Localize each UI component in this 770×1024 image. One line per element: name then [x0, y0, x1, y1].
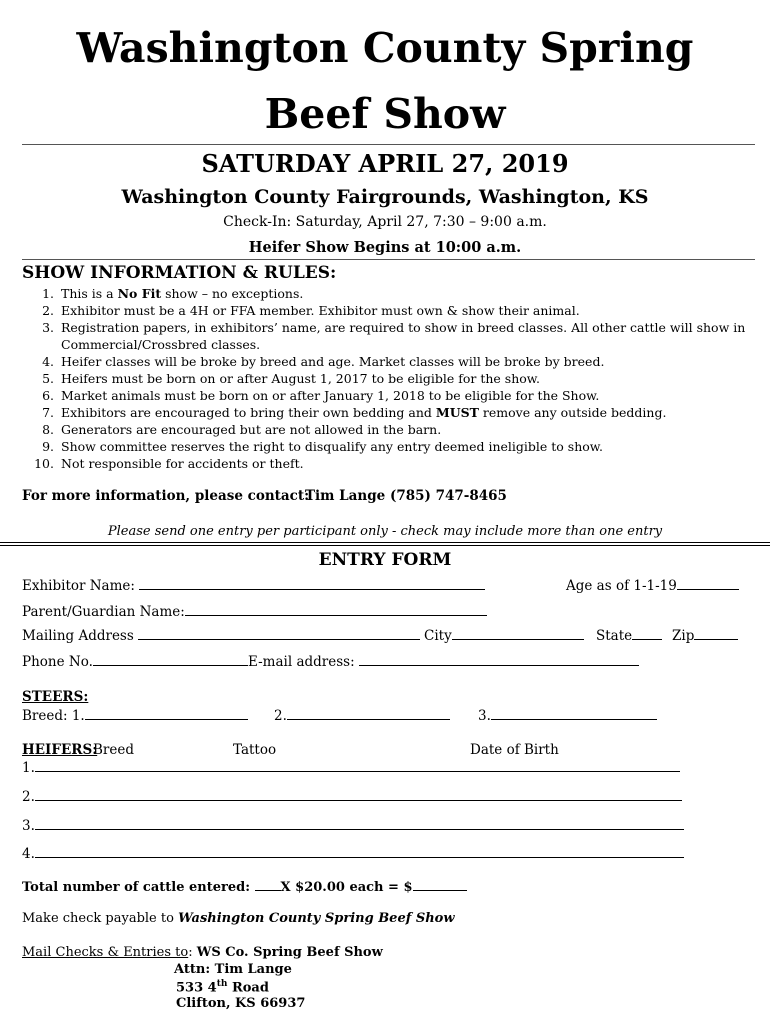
rule-text — [61, 285, 762, 302]
city-blank[interactable] — [452, 627, 584, 640]
steer-breed-2-field — [274, 707, 450, 724]
rule-text — [61, 370, 762, 387]
rule-number: 6. — [42, 388, 54, 403]
rule-item — [22, 438, 762, 455]
steer-breed-field — [22, 707, 248, 724]
rule-number: 10. — [34, 456, 54, 471]
mailing-address-field — [22, 627, 420, 644]
rule-item — [22, 319, 762, 353]
payable-label: Make check payable to — [22, 911, 179, 926]
exhibitor-name-blank[interactable] — [139, 577, 485, 590]
heifer-row-2 — [22, 788, 682, 805]
rule-item — [22, 370, 762, 387]
rule-item — [22, 404, 762, 421]
steer-breed-label: Breed: — [22, 708, 68, 724]
phone-label: Phone No. — [22, 654, 93, 670]
entry-form-heading: ENTRY FORM — [318, 550, 452, 570]
payable-name: Washington County Spring Beef Show — [178, 911, 455, 926]
rule-item — [22, 421, 762, 438]
steers-heading: STEERS: — [22, 689, 89, 705]
rule-number: 4. — [42, 354, 54, 369]
total-cattle-label: Total number of cattle entered: — [22, 880, 255, 895]
total-cattle-fee: X $20.00 each = $ — [280, 880, 413, 895]
mail-address-ordinal: th — [216, 979, 228, 989]
rule-text-end: remove any outside bedding. — [478, 405, 667, 420]
show-date: SATURDAY APRIL 27, 2019 — [201, 149, 569, 178]
exhibitor-name-label: Exhibitor Name: — [22, 578, 135, 594]
rule-text — [61, 404, 762, 421]
header-divider-bottom — [22, 259, 755, 260]
rule-text-emphasis: MUST — [435, 405, 479, 420]
total-cattle-count-blank[interactable] — [255, 878, 281, 891]
city-field — [424, 627, 584, 644]
rule-number: 9. — [42, 439, 54, 454]
heifer-row-3 — [22, 817, 684, 834]
rule-text — [61, 319, 762, 353]
page-title-line-1: Washington County Spring — [76, 24, 694, 72]
steer-breed-slot-3-label: 3. — [478, 708, 491, 724]
divider-line-2 — [0, 545, 770, 546]
rule-item — [22, 353, 762, 370]
mail-address-road: Road — [227, 980, 269, 996]
payable-line — [22, 911, 455, 926]
rules-heading: SHOW INFORMATION & RULES: — [22, 263, 337, 283]
heifer-row-2-blank[interactable] — [35, 788, 682, 801]
mailing-address-blank[interactable] — [138, 627, 420, 640]
rule-text-end: show – no exceptions. — [161, 286, 304, 301]
phone-field — [22, 653, 248, 670]
steer-breed-2-blank[interactable] — [287, 707, 450, 720]
rule-text — [61, 438, 762, 455]
email-blank[interactable] — [359, 653, 639, 666]
rule-item — [22, 455, 762, 472]
rule-text-main: Market animals must be born on or after January 1, 2018 to be eligible for the Show. — [61, 388, 600, 403]
contact-value: Tim Lange (785) 747-8465 — [305, 488, 507, 504]
exhibitor-name-field — [22, 577, 485, 594]
parent-guardian-field — [22, 603, 487, 620]
rule-text-main: Registration papers, in exhibitors’ name, are required to show in breed classes. All other cattle will show in Commercial/Crossbred classes. — [61, 320, 746, 352]
rule-text — [61, 353, 762, 370]
mail-address-line-2: Attn: Tim Lange — [174, 962, 292, 977]
age-field — [566, 577, 739, 594]
page-title-line-2: Beef Show — [264, 90, 506, 138]
rule-item — [22, 387, 762, 404]
rule-text — [61, 387, 762, 404]
rule-text-main: Show committee reserves the right to disqualify any entry deemed ineligible to show. — [61, 439, 603, 454]
divider-line-1 — [0, 542, 770, 543]
age-blank[interactable] — [677, 577, 739, 590]
state-label: State — [596, 628, 633, 644]
mailing-address-label: Mailing Address — [22, 628, 134, 644]
state-field — [596, 627, 662, 644]
zip-field — [672, 627, 738, 644]
city-label: City — [424, 628, 452, 644]
steer-breed-3-field — [478, 707, 657, 724]
heifer-row-1 — [22, 759, 680, 776]
rule-text — [61, 302, 762, 319]
rule-number: 3. — [42, 320, 54, 335]
mail-to-label: Mail Checks & Entries to — [22, 945, 189, 960]
total-cattle-field — [22, 878, 467, 895]
heifer-row-2-label: 2. — [22, 789, 35, 805]
rule-text-main: This is a — [61, 286, 118, 301]
mail-address-road-number: 533 4 — [176, 980, 217, 996]
rule-number: 1. — [42, 286, 54, 301]
rule-text-main: Exhibitors are encouraged to bring their own bedding and — [61, 405, 436, 420]
show-location: Washington County Fairgrounds, Washington, KS — [121, 186, 649, 208]
rule-item — [22, 285, 762, 302]
email-field — [248, 653, 639, 670]
rule-text-main: Not responsible for accidents or theft. — [61, 456, 304, 471]
heifers-heading: HEIFERS: — [22, 742, 98, 758]
zip-blank[interactable] — [694, 627, 738, 640]
parent-guardian-blank[interactable] — [185, 603, 487, 616]
rule-text-main: Heifers must be born on or after August 1, 2017 to be eligible for the show. — [61, 371, 540, 386]
mail-to-line — [22, 945, 383, 960]
parent-guardian-label: Parent/Guardian Name: — [22, 604, 185, 620]
rule-text-main: Exhibitor must be a 4H or FFA member. Exhibitor must own & show their animal. — [61, 303, 580, 318]
rule-text — [61, 455, 762, 472]
rule-text-main: Generators are encouraged but are not allowed in the barn. — [61, 422, 442, 437]
heifer-show-time: Heifer Show Begins at 10:00 a.m. — [248, 239, 522, 256]
mail-address-line-1: WS Co. Spring Beef Show — [196, 945, 383, 960]
heifer-row-4 — [22, 845, 684, 862]
state-blank[interactable] — [632, 627, 662, 640]
rule-number: 7. — [42, 405, 54, 420]
heifer-row-4-label: 4. — [22, 846, 35, 862]
steer-breed-3-blank[interactable] — [491, 707, 657, 720]
heifer-row-3-label: 3. — [22, 818, 35, 834]
rule-number: 8. — [42, 422, 54, 437]
heifer-col-dob: Date of Birth — [470, 742, 559, 758]
rule-number: 2. — [42, 303, 54, 318]
steer-breed-slot-2-label: 2. — [274, 708, 287, 724]
rule-number: 5. — [42, 371, 54, 386]
heifer-row-3-blank[interactable] — [35, 817, 684, 830]
rule-text-main: Heifer classes will be broke by breed and age. Market classes will be broke by breed. — [61, 354, 605, 369]
mail-to-colon: : — [188, 945, 193, 960]
phone-blank[interactable] — [93, 653, 248, 666]
heifer-col-breed: Breed — [93, 742, 134, 758]
heifer-row-1-blank[interactable] — [35, 759, 680, 772]
mail-address-line-4: Clifton, KS 66937 — [176, 996, 306, 1011]
entry-note: Please send one entry per participant only - check may include more than one entry — [107, 524, 663, 539]
checkin-time: Check-In: Saturday, April 27, 7:30 – 9:00 a.m. — [223, 214, 547, 230]
mail-address-line-3 — [176, 979, 269, 995]
heifer-col-tattoo: Tattoo — [233, 742, 277, 758]
rules-list — [22, 285, 762, 472]
email-label: E-mail address: — [248, 654, 355, 670]
rule-text — [61, 421, 762, 438]
heifer-row-4-blank[interactable] — [35, 845, 684, 858]
total-amount-blank[interactable] — [413, 878, 467, 891]
steer-breed-1-blank[interactable] — [85, 707, 248, 720]
header-divider-top — [22, 144, 755, 145]
rule-item — [22, 302, 762, 319]
steer-breed-slot-1-label: 1. — [71, 708, 85, 724]
zip-label: Zip — [672, 628, 695, 644]
contact-label: For more information, please contact: — [22, 488, 310, 504]
heifer-row-1-label: 1. — [22, 760, 35, 776]
age-label: Age as of 1-1-19 — [566, 578, 677, 594]
rule-text-emphasis: No Fit — [117, 286, 162, 301]
